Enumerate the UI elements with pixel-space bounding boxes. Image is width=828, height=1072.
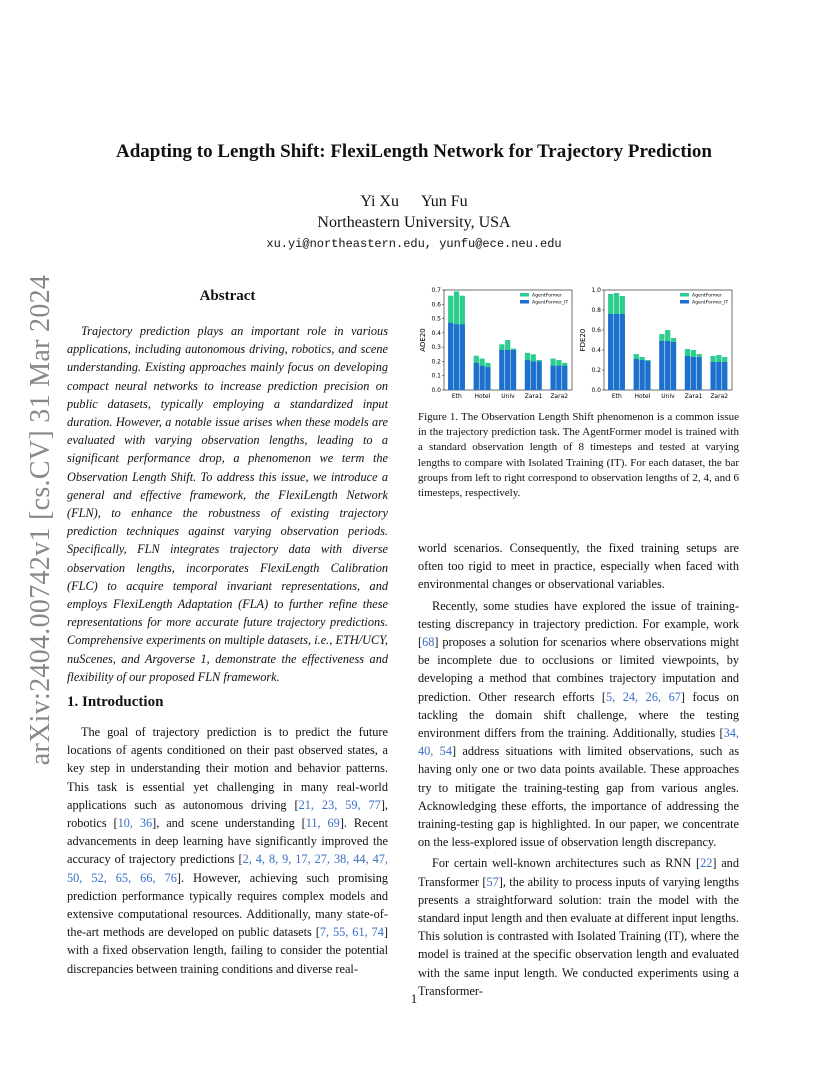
bar-agentformer-it	[537, 361, 542, 390]
x-tick-label: Hotel	[634, 393, 651, 400]
y-tick-label: 0.6	[431, 301, 441, 309]
y-tick-label: 0.8	[591, 307, 601, 314]
affiliation: Northeastern University, USA	[317, 214, 511, 231]
bar-agentformer-it	[454, 324, 459, 390]
citation-link[interactable]: 68	[422, 635, 435, 650]
bar-agentformer-it	[634, 359, 639, 390]
x-tick-label: Zara1	[524, 393, 543, 400]
x-tick-label: Hotel	[474, 393, 491, 400]
right-column-body	[418, 539, 739, 1003]
bar-agentformer-it	[614, 314, 619, 390]
fde-bar-chart	[576, 284, 746, 402]
bar-agentformer-it	[645, 361, 650, 390]
bar-agentformer-it	[479, 366, 484, 390]
bar-agentformer-it	[620, 314, 625, 390]
citation-link[interactable]: 22	[700, 856, 713, 871]
bar-agentformer-it	[665, 341, 670, 390]
legend-label: AgentFormer	[532, 293, 562, 299]
abstract-heading: Abstract	[199, 288, 256, 304]
citation-link[interactable]: 21, 23, 59, 77	[298, 797, 381, 812]
citation-link[interactable]: 5, 24, 26, 67	[606, 689, 681, 704]
introduction-body	[67, 723, 388, 978]
legend-label: AgentFormer_IT	[532, 300, 569, 306]
paper-title: Adapting to Length Shift: FlexiLength Network for Trajectory Prediction	[116, 141, 712, 162]
author-name: Yun Fu	[420, 193, 468, 210]
y-tick-label: 0.1	[431, 372, 441, 380]
author-name: Yi Xu	[360, 193, 399, 210]
y-tick-label: 0.2	[431, 358, 441, 366]
citation-link[interactable]: 34, 40, 54	[418, 726, 739, 759]
page-number: 1	[410, 991, 418, 1006]
x-tick-label: Eth	[611, 393, 622, 400]
bar-agentformer-it	[505, 350, 510, 390]
y-tick-label: 0.3	[431, 344, 441, 352]
abstract-body	[67, 322, 388, 686]
bar-agentformer-it	[608, 314, 613, 390]
bar-agentformer-it	[685, 356, 690, 390]
bar-agentformer-it	[531, 361, 536, 390]
arxiv-id-text: arXiv:2404.00742v1 [cs.CV] 31 Mar 2024	[25, 274, 56, 766]
bar-agentformer-it	[639, 360, 644, 390]
x-tick-label: Univ	[661, 393, 675, 400]
y-tick-label: 0.6	[591, 327, 601, 334]
y-tick-label: 0.4	[591, 347, 601, 354]
legend-swatch	[680, 300, 689, 304]
y-tick-label: 0.5	[431, 315, 441, 323]
bar-agentformer-it	[556, 366, 561, 390]
bar-agentformer-it	[474, 363, 479, 390]
x-tick-label: Eth	[451, 393, 462, 400]
legend-label: AgentFormer_IT	[692, 300, 729, 306]
y-tick-label: 0.0	[591, 387, 601, 394]
legend-swatch	[520, 300, 529, 304]
body-paragraph: Recently, some studies have explored the issue of training-testing discrepancy in trajectory prediction. For example, work [68] proposes a solution for scenarios where observations might be incomplete due to occlusions or limited viewpoints, by developing a method that combines trajectory imputation and prediction. Other research efforts [5, 24, 26, 67] focus on tackling the domain shift challenge, where the testing environment differs from the training. Additionally, studies [34, 40, 54] address situations with limited observations, such as having only one or two data points available. These approaches try to mitigate the training-testing gap from various angles. Acknowledging these efforts, the importance of addressing the training-testing gap is highlighted. In our paper, we concentrate on the less-explored issue of observation length discrepancy.	[418, 598, 739, 850]
citation-link[interactable]: 10, 36	[117, 816, 153, 831]
arxiv-identifier	[22, 274, 60, 766]
citation-link[interactable]: 11, 69	[305, 816, 340, 831]
ade-bar-chart	[416, 284, 578, 402]
bar-agentformer-it	[716, 362, 721, 390]
citation-link[interactable]: 57	[486, 874, 499, 889]
bar-agentformer-it	[722, 362, 727, 390]
abstract-paragraph: Trajectory prediction plays an important role in various applications, including autonomous driving, robotics, and scene understanding. Existing approaches mainly focus on developing compact neural networks to increase prediction precision on public datasets, typically employing a standardized input duration. However, a notable issue arises when these models are evaluated with varying observation lengths, leading to a significant performance drop, a phenomenon we term the Observation Length Shift. To address this issue, we introduce a general and effective framework, the FlexiLength Network (FLN), to enhance the robustness of existing trajectory prediction techniques against varying observation periods. Specifically, FLN integrates trajectory data with diverse observation lengths, incorporates FlexiLength Calibration (FLC) to acquire temporal invariant representations, and employs FlexiLength Adaptation (FLA) to further refine these representations for more accurate future trajectory predictions. Comprehensive experiments on multiple datasets, i.e., ETH/UCY, nuScenes, and Argoverse 1, demonstrate the effectiveness and flexibility of our proposed FLN framework.	[67, 324, 388, 684]
x-tick-label: Univ	[501, 393, 515, 400]
x-tick-label: Zara1	[684, 393, 703, 400]
y-tick-label: 0.4	[431, 329, 441, 337]
bar-agentformer-it	[550, 366, 555, 390]
legend-swatch	[680, 293, 689, 297]
y-tick-label: 0.7	[431, 287, 441, 294]
bar-agentformer-it	[659, 341, 664, 390]
bar-agentformer-it	[562, 366, 567, 390]
author-list	[0, 193, 828, 211]
bar-agentformer-it	[448, 323, 453, 390]
y-tick-label: 0.0	[431, 387, 441, 394]
bar-agentformer-it	[485, 367, 490, 390]
y-axis-label: ADE20	[419, 328, 427, 352]
bar-agentformer-it	[511, 350, 516, 390]
y-tick-label: 1.0	[591, 287, 601, 294]
citation-link[interactable]: 7, 55, 61, 74	[319, 925, 384, 940]
y-axis-label: FDE20	[579, 328, 587, 352]
body-paragraph: For certain well-known architectures such as RNN [22] and Transformer [57], the ability to process inputs of varying lengths presents a straightforward solution: train the model with the standard input length and then evaluate at different input lengths. This solution is contrasted with Isolated Training (IT), where the model is trained at the specific observation length and evaluated with the same input length. We conducted experiments using a Transformer-	[418, 856, 739, 998]
bar-agentformer-it	[697, 357, 702, 390]
bar-agentformer-it	[671, 342, 676, 390]
x-tick-label: Zara2	[710, 393, 729, 400]
figure-caption: Figure 1. The Observation Length Shift phenomenon is a common issue in the trajectory prediction task. The AgentFormer model is trained with a standard observation length of 8 timesteps and tested at varying lengths to compare with Isolated Training (IT). For each dataset, the bar groups from left to right correspond to observation lengths of 2, 4, and 6 timesteps, respectively.	[418, 411, 739, 500]
bar-agentformer-it	[525, 360, 530, 390]
bar-agentformer-it	[499, 350, 504, 390]
y-tick-label: 0.2	[591, 367, 601, 374]
section-heading-introduction: 1. Introduction	[67, 694, 164, 710]
intro-paragraph: The goal of trajectory prediction is to predict the future locations of agents conditioned on their past observed states, a key step in understanding their motion and behavior patterns. This task is essential yet challenging in many real-world applications such as autonomous driving [21, 23, 59, 77], robotics [10, 36], and scene understanding [11, 69]. Recent advancements in deep learning have significantly improved the accuracy of trajectory predictions [2, 4, 8, 9, 17, 27, 38, 44, 47, 50, 52, 65, 66, 76]. However, achieving such promising prediction performance typically requires complex models and extensive computational resources. Additionally, many state-of-the-art methods are developed on public datasets [7, 55, 61, 74] with a fixed observation length, failing to consider the potential discrepancies between training conditions and diverse real-	[67, 725, 389, 976]
bar-agentformer-it	[691, 357, 696, 390]
bar-agentformer-it	[710, 362, 715, 390]
x-tick-label: Zara2	[550, 393, 569, 400]
legend-swatch	[520, 293, 529, 297]
citation-link[interactable]: 2, 4, 8, 9, 17, 27, 38, 44, 47, 50, 52, 65, 66, 76	[67, 852, 388, 885]
body-paragraph: world scenarios. Consequently, the fixed training setups are often too rigid to meet in practice, especially when faced with environmental changes or observational variables.	[418, 541, 739, 592]
bar-agentformer-it	[460, 324, 465, 390]
author-emails: xu.yi@northeastern.edu, yunfu@ece.neu.edu	[266, 237, 562, 251]
legend-label: AgentFormer	[692, 293, 722, 299]
